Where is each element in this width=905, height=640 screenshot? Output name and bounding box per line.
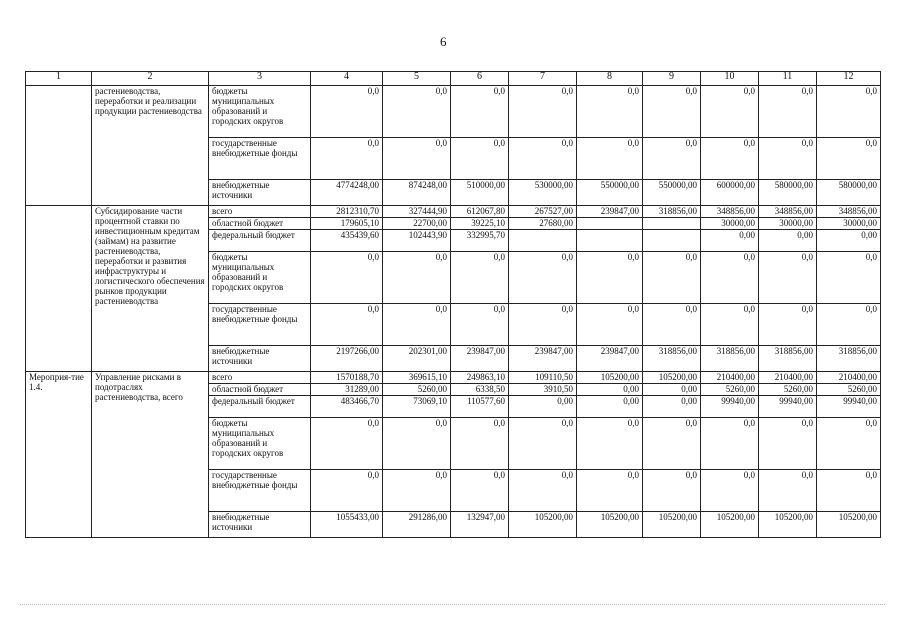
value-cell: 0,0 — [509, 138, 577, 180]
value-cell: 105200,00 — [701, 512, 759, 538]
value-cell: 239847,00 — [509, 346, 577, 372]
value-cell: 0,00 — [577, 396, 643, 418]
value-cell: 99940,00 — [817, 396, 881, 418]
value-cell: 369615,10 — [383, 372, 451, 384]
value-cell: 435439,60 — [311, 230, 383, 252]
value-cell: 179605,10 — [311, 218, 383, 230]
value-cell: 249863,10 — [451, 372, 509, 384]
value-cell: 580000,00 — [759, 180, 817, 206]
value-cell: 0,0 — [701, 418, 759, 470]
column-header: 4 — [311, 72, 383, 86]
column-header: 11 — [759, 72, 817, 86]
value-cell: 202301,00 — [383, 346, 451, 372]
value-cell: 1570188,70 — [311, 372, 383, 384]
value-cell: 550000,00 — [577, 180, 643, 206]
value-cell: 0,0 — [577, 252, 643, 304]
value-cell: 0,0 — [509, 470, 577, 512]
value-cell: 0,0 — [701, 304, 759, 346]
value-cell: 0,0 — [643, 252, 701, 304]
value-cell: 210400,00 — [817, 372, 881, 384]
funding-source-cell: внебюджетные источники — [209, 346, 311, 372]
value-cell: 348856,00 — [701, 206, 759, 218]
activity-name-cell: Управление рисками в подотраслях растениеводства, всего — [92, 372, 209, 538]
value-cell: 0,0 — [383, 304, 451, 346]
value-cell: 0,0 — [643, 304, 701, 346]
value-cell: 318856,00 — [759, 346, 817, 372]
value-cell: 105200,00 — [643, 372, 701, 384]
value-cell: 0,0 — [643, 470, 701, 512]
value-cell: 0,0 — [509, 304, 577, 346]
value-cell: 0,0 — [817, 138, 881, 180]
value-cell: 327444,90 — [383, 206, 451, 218]
value-cell: 0,0 — [577, 304, 643, 346]
funding-source-cell: федеральный бюджет — [209, 396, 311, 418]
value-cell: 0,0 — [509, 252, 577, 304]
value-cell: 110577,60 — [451, 396, 509, 418]
funding-source-cell: всего — [209, 372, 311, 384]
value-cell: 600000,00 — [701, 180, 759, 206]
value-cell: 5260,00 — [701, 384, 759, 396]
funding-source-cell: областной бюджет — [209, 218, 311, 230]
value-cell — [509, 230, 577, 252]
value-cell: 105200,00 — [817, 512, 881, 538]
value-cell: 102443,90 — [383, 230, 451, 252]
value-cell: 510000,00 — [451, 180, 509, 206]
table-row — [26, 206, 881, 218]
value-cell: 0,0 — [311, 418, 383, 470]
value-cell: 0,0 — [383, 138, 451, 180]
value-cell: 0,0 — [311, 470, 383, 512]
value-cell: 105200,00 — [643, 512, 701, 538]
column-header: 8 — [577, 72, 643, 86]
value-cell: 0,00 — [759, 230, 817, 252]
activity-name-cell: растениеводства, переработки и реализации продукции растениеводства — [92, 86, 209, 206]
value-cell: 39225,10 — [451, 218, 509, 230]
value-cell — [643, 230, 701, 252]
value-cell: 210400,00 — [701, 372, 759, 384]
value-cell: 0,0 — [451, 470, 509, 512]
value-cell: 0,0 — [759, 138, 817, 180]
value-cell: 612067,80 — [451, 206, 509, 218]
value-cell: 0,0 — [759, 252, 817, 304]
value-cell — [643, 218, 701, 230]
value-cell: 105200,00 — [509, 512, 577, 538]
activity-code-cell — [26, 206, 92, 372]
column-header: 10 — [701, 72, 759, 86]
value-cell: 318856,00 — [701, 346, 759, 372]
value-cell: 318856,00 — [817, 346, 881, 372]
value-cell: 0,0 — [577, 470, 643, 512]
value-cell: 99940,00 — [701, 396, 759, 418]
value-cell: 0,0 — [451, 304, 509, 346]
column-header: 2 — [92, 72, 209, 86]
funding-source-cell: федеральный бюджет — [209, 230, 311, 252]
value-cell: 0,0 — [817, 470, 881, 512]
funding-source-cell: всего — [209, 206, 311, 218]
value-cell: 27680,00 — [509, 218, 577, 230]
funding-source-cell: государственные внебюджетные фонды — [209, 470, 311, 512]
value-cell: 239847,00 — [577, 346, 643, 372]
value-cell: 22700,00 — [383, 218, 451, 230]
funding-source-cell: бюджеты муниципальных образований и городских округов — [209, 252, 311, 304]
value-cell: 874248,00 — [383, 180, 451, 206]
funding-source-cell: государственные внебюджетные фонды — [209, 304, 311, 346]
value-cell: 31289,00 — [311, 384, 383, 396]
value-cell: 291286,00 — [383, 512, 451, 538]
column-header: 3 — [209, 72, 311, 86]
value-cell: 105200,00 — [577, 512, 643, 538]
header-row — [26, 72, 881, 86]
value-cell: 0,0 — [311, 138, 383, 180]
value-cell: 5260,00 — [817, 384, 881, 396]
value-cell: 0,0 — [643, 138, 701, 180]
value-cell: 0,0 — [701, 86, 759, 138]
value-cell: 332995,70 — [451, 230, 509, 252]
value-cell: 30000,00 — [817, 218, 881, 230]
value-cell: 483466,70 — [311, 396, 383, 418]
value-cell: 6338,50 — [451, 384, 509, 396]
funding-source-cell: бюджеты муниципальных образований и городских округов — [209, 418, 311, 470]
value-cell: 348856,00 — [759, 206, 817, 218]
value-cell: 105200,00 — [577, 372, 643, 384]
table-row — [26, 86, 881, 138]
value-cell: 0,0 — [451, 86, 509, 138]
value-cell: 0,0 — [759, 86, 817, 138]
value-cell: 4774248,00 — [311, 180, 383, 206]
value-cell: 0,0 — [311, 86, 383, 138]
funding-source-cell: государственные внебюджетные фонды — [209, 138, 311, 180]
value-cell: 30000,00 — [759, 218, 817, 230]
value-cell: 210400,00 — [759, 372, 817, 384]
value-cell: 2812310,70 — [311, 206, 383, 218]
page-number: 6 — [440, 34, 447, 49]
value-cell — [577, 230, 643, 252]
value-cell: 0,0 — [577, 138, 643, 180]
value-cell: 2197266,00 — [311, 346, 383, 372]
page-bottom-line — [20, 604, 885, 605]
value-cell: 550000,00 — [643, 180, 701, 206]
value-cell: 5260,00 — [383, 384, 451, 396]
value-cell — [577, 218, 643, 230]
value-cell: 0,0 — [817, 304, 881, 346]
value-cell: 73069,10 — [383, 396, 451, 418]
value-cell: 580000,00 — [817, 180, 881, 206]
value-cell: 0,0 — [817, 252, 881, 304]
value-cell: 0,00 — [701, 230, 759, 252]
value-cell: 0,0 — [509, 86, 577, 138]
column-header: 6 — [451, 72, 509, 86]
value-cell: 3910,50 — [509, 384, 577, 396]
value-cell: 0,0 — [509, 418, 577, 470]
value-cell: 318856,00 — [643, 206, 701, 218]
funding-source-cell: бюджеты муниципальных образований и городских округов — [209, 86, 311, 138]
value-cell: 0,00 — [817, 230, 881, 252]
funding-source-cell: областной бюджет — [209, 384, 311, 396]
value-cell: 0,0 — [701, 470, 759, 512]
value-cell: 318856,00 — [643, 346, 701, 372]
value-cell: 99940,00 — [759, 396, 817, 418]
value-cell: 0,0 — [383, 418, 451, 470]
activity-code-cell: Мероприя-тие 1.4. — [26, 372, 92, 538]
value-cell: 30000,00 — [701, 218, 759, 230]
value-cell: 0,0 — [577, 418, 643, 470]
value-cell: 348856,00 — [817, 206, 881, 218]
value-cell: 109110,50 — [509, 372, 577, 384]
activity-code-cell — [26, 86, 92, 206]
value-cell: 0,0 — [817, 86, 881, 138]
value-cell: 0,00 — [509, 396, 577, 418]
value-cell: 0,0 — [643, 418, 701, 470]
table-row — [26, 372, 881, 384]
value-cell: 239847,00 — [577, 206, 643, 218]
value-cell: 105200,00 — [759, 512, 817, 538]
value-cell: 0,0 — [643, 86, 701, 138]
budget-table — [25, 71, 881, 538]
value-cell: 0,0 — [451, 138, 509, 180]
value-cell: 0,0 — [451, 252, 509, 304]
column-header: 1 — [26, 72, 92, 86]
column-header: 9 — [643, 72, 701, 86]
value-cell: 0,0 — [701, 138, 759, 180]
funding-source-cell: внебюджетные источники — [209, 512, 311, 538]
value-cell: 0,0 — [759, 470, 817, 512]
value-cell: 0,0 — [311, 252, 383, 304]
value-cell: 0,0 — [577, 86, 643, 138]
value-cell: 239847,00 — [451, 346, 509, 372]
value-cell: 0,0 — [759, 304, 817, 346]
value-cell: 0,0 — [383, 470, 451, 512]
value-cell: 0,0 — [759, 418, 817, 470]
value-cell: 0,0 — [451, 418, 509, 470]
value-cell: 5260,00 — [759, 384, 817, 396]
column-header: 5 — [383, 72, 451, 86]
value-cell: 530000,00 — [509, 180, 577, 206]
value-cell: 0,00 — [643, 396, 701, 418]
value-cell: 0,0 — [383, 252, 451, 304]
column-header: 12 — [817, 72, 881, 86]
value-cell: 0,00 — [643, 384, 701, 396]
column-header: 7 — [509, 72, 577, 86]
value-cell: 0,0 — [311, 304, 383, 346]
value-cell: 1055433,00 — [311, 512, 383, 538]
value-cell: 0,0 — [817, 418, 881, 470]
value-cell: 132947,00 — [451, 512, 509, 538]
value-cell: 0,00 — [577, 384, 643, 396]
value-cell: 0,0 — [701, 252, 759, 304]
funding-source-cell: внебюджетные источники — [209, 180, 311, 206]
value-cell: 267527,00 — [509, 206, 577, 218]
value-cell: 0,0 — [383, 86, 451, 138]
activity-name-cell: Субсидирование части процентной ставки по инвестиционным кредитам (займам) на развитие растениеводства, переработки и развития инфраструктуры и логистического обеспечения рынков продукции растениеводства — [92, 206, 209, 372]
